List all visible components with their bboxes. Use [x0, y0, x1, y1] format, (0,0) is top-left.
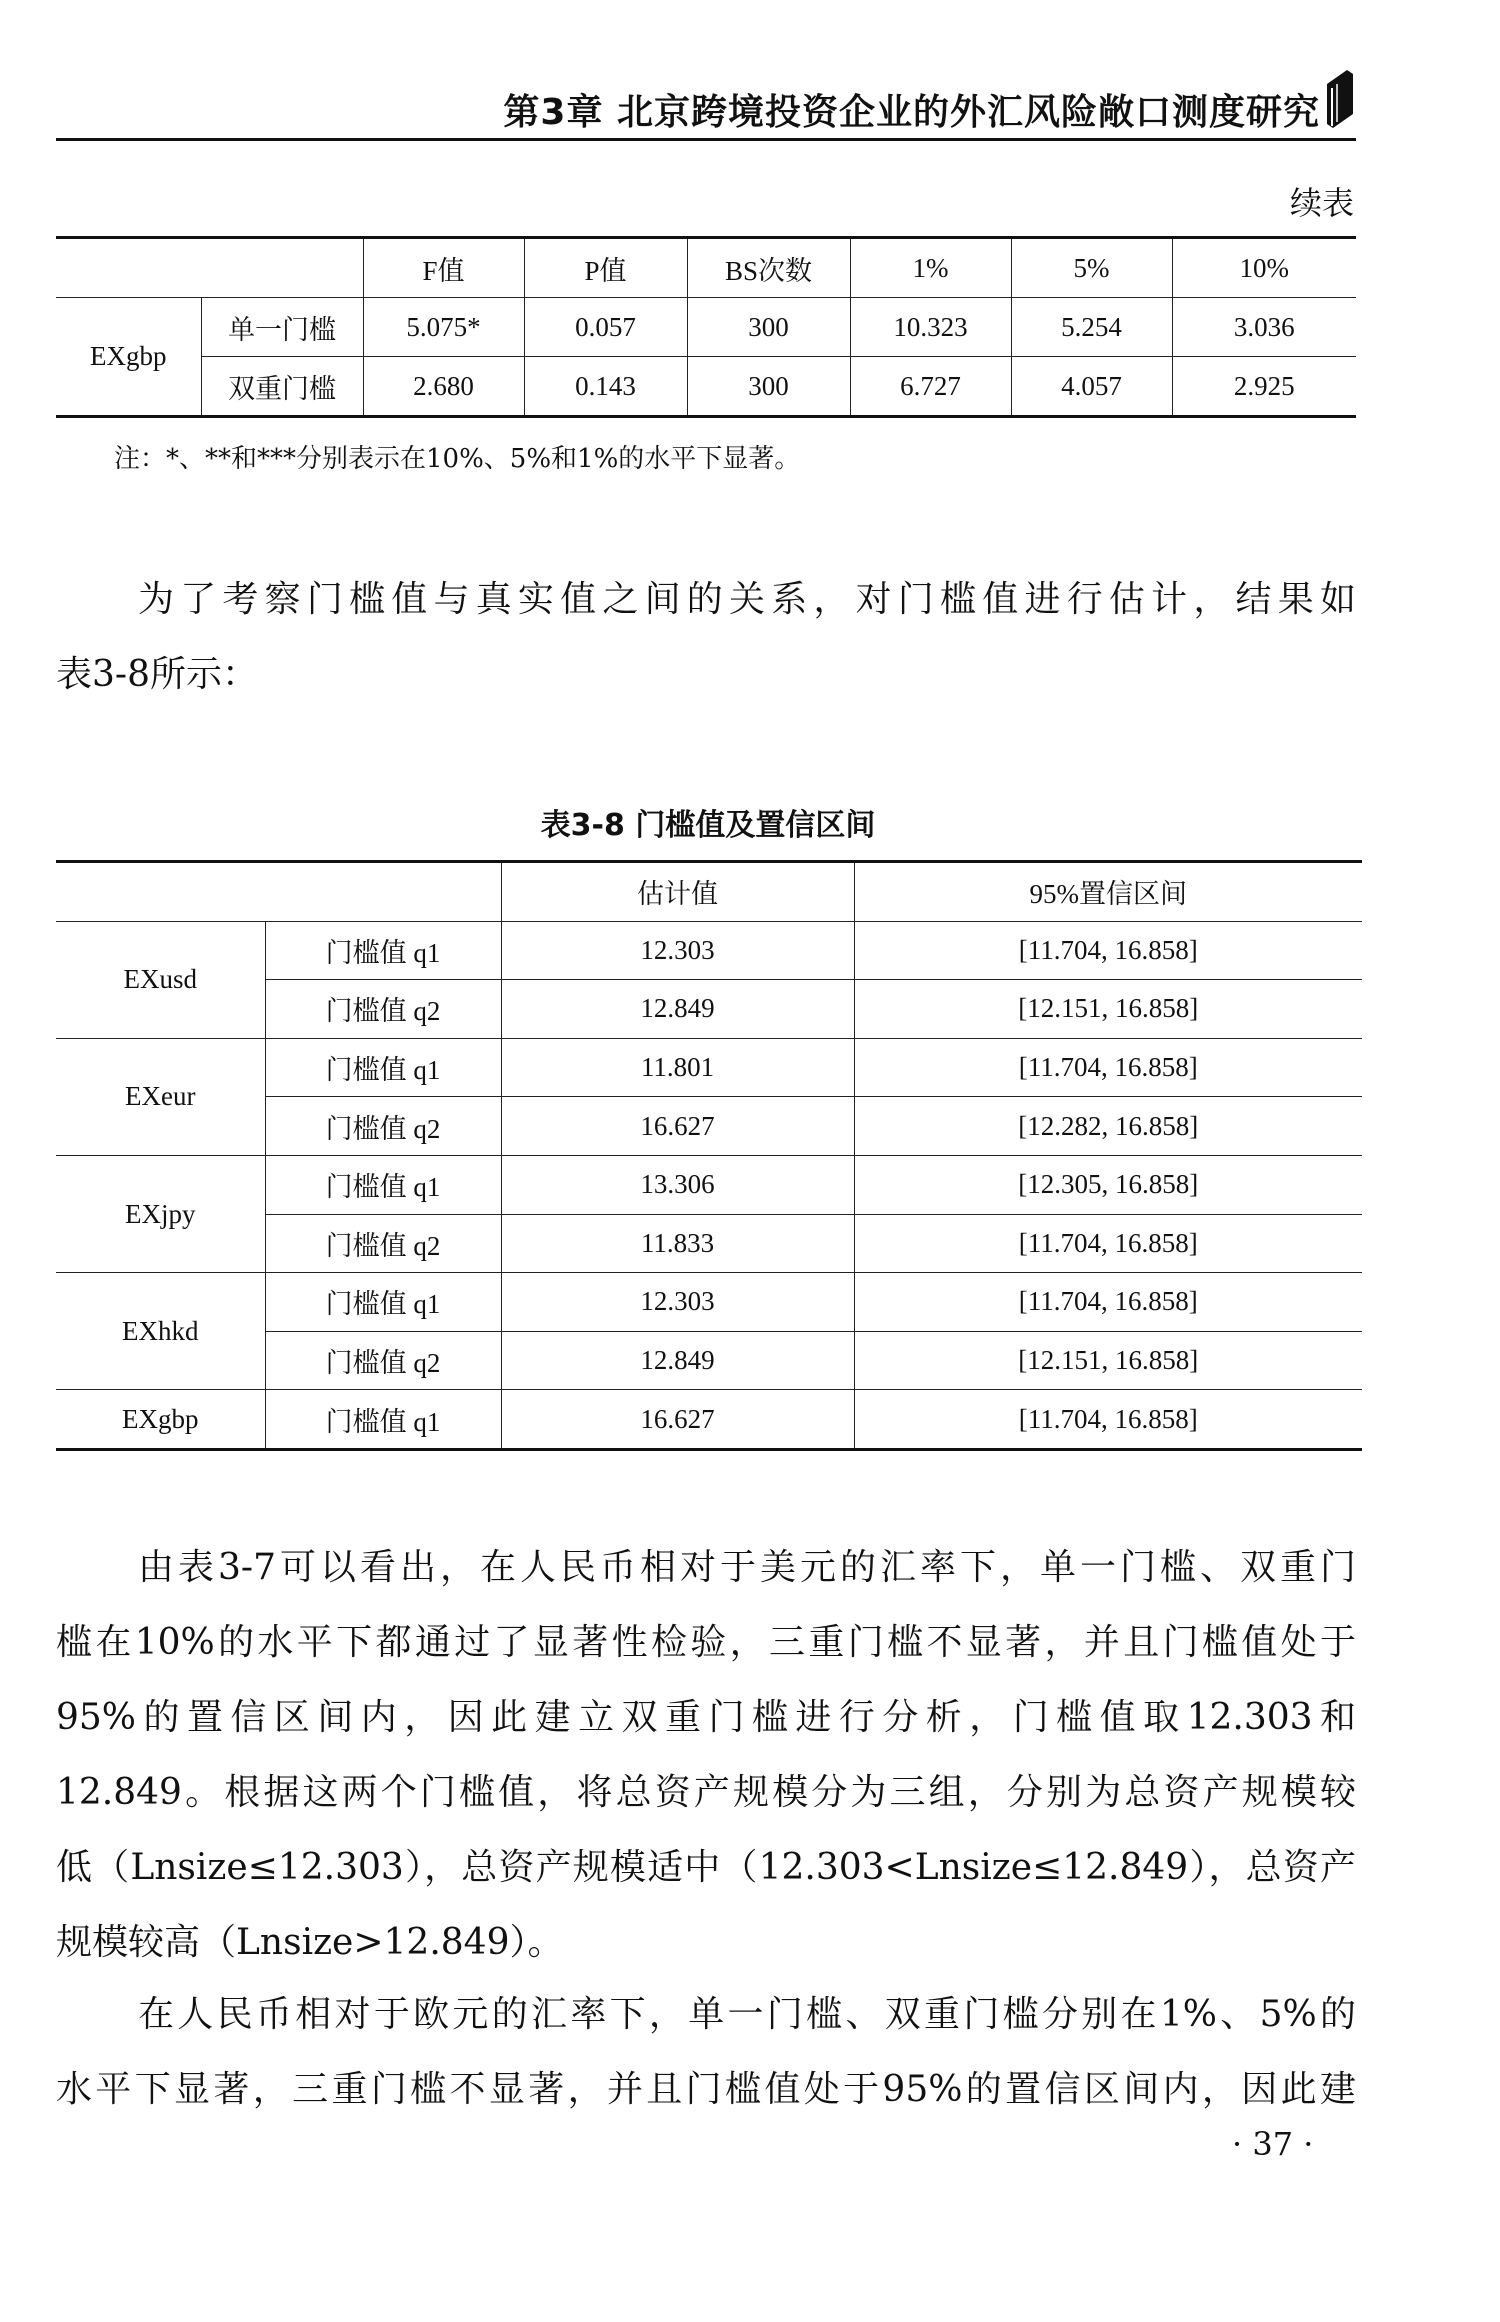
header-cell: 5% [1011, 238, 1172, 298]
row-label: 门槛值 q1 [265, 1390, 501, 1450]
paragraph-2 [56, 1530, 1356, 1980]
group-cell: EXgbp [56, 1390, 265, 1450]
cell: 4.057 [1011, 357, 1172, 417]
header-cell: BS次数 [687, 238, 850, 298]
cell: 11.833 [501, 1214, 854, 1273]
cell: 10.323 [850, 298, 1011, 357]
running-header: 第3章 北京跨境投资企业的外汇风险敞口测度研究 [503, 92, 1320, 133]
cell: 16.627 [501, 1390, 854, 1450]
continued-label: 续表 [1289, 184, 1354, 222]
cell: 2.925 [1172, 357, 1356, 417]
table-header-row [56, 238, 1356, 298]
cell: [12.305, 16.858] [854, 1155, 1362, 1214]
table-row [56, 357, 1356, 417]
row-label: 单一门槛 [201, 298, 363, 357]
cell: [12.282, 16.858] [854, 1097, 1362, 1156]
header-cell [56, 238, 363, 298]
group-cell: EXhkd [56, 1273, 265, 1390]
paragraph-3 [56, 1977, 1356, 2127]
cell: [11.704, 16.858] [854, 1273, 1362, 1332]
table-row [56, 1390, 1362, 1450]
header-cell: 估计值 [501, 862, 854, 922]
header-cell: P值 [524, 238, 687, 298]
text-line: 由表3-7可以看出，在人民币相对于美元的汇率下，单一门槛、双重门 [138, 1547, 1356, 1588]
header-cell: 95%置信区间 [854, 862, 1362, 922]
table-row [56, 298, 1356, 357]
cell: 5.254 [1011, 298, 1172, 357]
cell: 300 [687, 357, 850, 417]
row-label: 双重门槛 [201, 357, 363, 417]
header-cell: F值 [363, 238, 524, 298]
header-cell [56, 862, 501, 922]
cell: 5.075* [363, 298, 524, 357]
cell: [12.151, 16.858] [854, 1331, 1362, 1390]
cell: 12.849 [501, 980, 854, 1039]
cell: [11.704, 16.858] [854, 1214, 1362, 1273]
group-cell: EXeur [56, 1038, 265, 1155]
text-line: 低（Lnsize≤12.303），总资产规模适中（12.303<Lnsize≤12.849），总资产 [56, 1847, 1356, 1888]
table-row [56, 921, 1362, 980]
cell: [11.704, 16.858] [854, 921, 1362, 980]
header-rule [56, 138, 1356, 141]
cell: 0.143 [524, 357, 687, 417]
table-row [56, 1155, 1362, 1214]
row-label: 门槛值 q1 [265, 921, 501, 980]
cell: [11.704, 16.858] [854, 1390, 1362, 1450]
cell: 300 [687, 298, 850, 357]
text-line: 在人民币相对于欧元的汇率下，单一门槛、双重门槛分别在1%、5%的 [138, 1994, 1356, 2035]
threshold-estimate-table [56, 860, 1362, 1451]
cell: [11.704, 16.858] [854, 1038, 1362, 1097]
page-number: · 37 · [1232, 2125, 1314, 2163]
row-label: 门槛值 q2 [265, 980, 501, 1039]
cell: 3.036 [1172, 298, 1356, 357]
text-line: 表3-8所示： [56, 654, 258, 695]
cell: 6.727 [850, 357, 1011, 417]
row-label: 门槛值 q2 [265, 1214, 501, 1273]
threshold-test-table [56, 236, 1356, 418]
header-cell: 10% [1172, 238, 1356, 298]
book-icon [1323, 70, 1353, 128]
row-label: 门槛值 q2 [265, 1331, 501, 1390]
row-label: 门槛值 q1 [265, 1155, 501, 1214]
cell: 0.057 [524, 298, 687, 357]
paragraph-1 [56, 562, 1356, 712]
table-note: 注：*、**和***分别表示在10%、5%和1%的水平下显著。 [114, 444, 801, 474]
cell: 2.680 [363, 357, 524, 417]
text-line: 95%的置信区间内，因此建立双重门槛进行分析，门槛值取12.303和 [56, 1697, 1356, 1738]
table-caption: 表3-8 门槛值及置信区间 [540, 808, 876, 843]
table-header-row [56, 862, 1362, 922]
text-line: 12.849。根据这两个门槛值，将总资产规模分为三组，分别为总资产规模较 [56, 1772, 1356, 1813]
table-row [56, 1038, 1362, 1097]
cell: [12.151, 16.858] [854, 980, 1362, 1039]
group-cell: EXgbp [56, 298, 201, 417]
table-row [56, 1273, 1362, 1332]
row-label: 门槛值 q2 [265, 1097, 501, 1156]
cell: 13.306 [501, 1155, 854, 1214]
row-label: 门槛值 q1 [265, 1273, 501, 1332]
cell: 11.801 [501, 1038, 854, 1097]
text-line: 水平下显著，三重门槛不显著，并且门槛值处于95%的置信区间内，因此建 [56, 2069, 1356, 2110]
group-cell: EXjpy [56, 1155, 265, 1272]
text-line: 槛在10%的水平下都通过了显著性检验，三重门槛不显著，并且门槛值处于 [56, 1622, 1356, 1663]
text-line: 规模较高（Lnsize>12.849）。 [56, 1922, 564, 1963]
cell: 16.627 [501, 1097, 854, 1156]
text-line: 为了考察门槛值与真实值之间的关系，对门槛值进行估计，结果如 [138, 579, 1356, 620]
cell: 12.849 [501, 1331, 854, 1390]
cell: 12.303 [501, 921, 854, 980]
header-cell: 1% [850, 238, 1011, 298]
group-cell: EXusd [56, 921, 265, 1038]
cell: 12.303 [501, 1273, 854, 1332]
row-label: 门槛值 q1 [265, 1038, 501, 1097]
